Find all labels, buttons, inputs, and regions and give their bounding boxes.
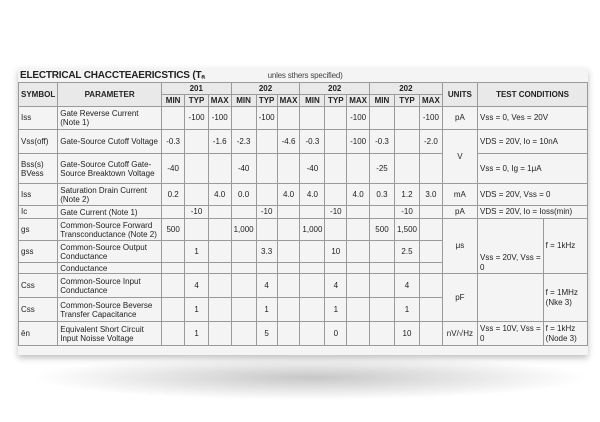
value-cell: -1.6 (208, 130, 231, 154)
value-cell (231, 107, 256, 130)
parameter-cell: Gate-Source Cutoff Voltage (58, 130, 162, 154)
value-cell: 3.3 (256, 241, 277, 263)
symbol-cell: Iss (19, 184, 58, 206)
value-cell (300, 274, 325, 298)
value-cell: -4.6 (277, 130, 300, 154)
symbol-cell: gss (19, 241, 58, 263)
value-cell: 10 (394, 322, 419, 346)
max-header: MAX (347, 95, 370, 107)
value-cell (420, 206, 443, 219)
group-header: 202 (369, 83, 442, 95)
datasheet-page (18, 68, 588, 355)
value-cell (185, 184, 209, 206)
value-cell (300, 298, 325, 322)
value-cell (394, 130, 419, 154)
symbol-cell: ēn (19, 322, 58, 346)
value-cell (277, 107, 300, 130)
value-cell (231, 206, 256, 219)
value-cell (277, 241, 300, 263)
test-condition-cell: Vss = 0, Ig = 1μA (478, 154, 588, 184)
parameter-cell: Saturation Drain Current (Note 2) (58, 184, 162, 206)
value-cell: -40 (300, 154, 325, 184)
symbol-cell: Iss (19, 107, 58, 130)
parameter-cell: Common-Source Output Conductance (58, 241, 162, 263)
value-cell (300, 206, 325, 219)
value-cell: 1,000 (231, 219, 256, 241)
value-cell: 4 (256, 274, 277, 298)
table-row (19, 107, 588, 130)
unit-cell: pA (442, 107, 477, 130)
value-cell (369, 274, 394, 298)
value-cell (231, 263, 256, 274)
symbol-cell: Css (19, 298, 58, 322)
value-cell (208, 154, 231, 184)
value-cell: -0.3 (369, 130, 394, 154)
value-cell (185, 154, 209, 184)
value-cell (277, 274, 300, 298)
value-cell (347, 219, 370, 241)
test-condition-cell: Vss = 0, Ves = 20V (478, 107, 588, 130)
value-cell (347, 298, 370, 322)
value-cell (394, 263, 419, 274)
value-cell (208, 274, 231, 298)
min-header: MIN (231, 95, 256, 107)
max-header: MAX (208, 95, 231, 107)
value-cell: 0.2 (161, 184, 184, 206)
value-cell: 4.0 (300, 184, 325, 206)
value-cell: -25 (369, 154, 394, 184)
value-cell: 1.2 (394, 184, 419, 206)
test-condition-cell: VDS = 20V, Io = 10nA (478, 130, 588, 154)
value-cell: -100 (208, 107, 231, 130)
unit-cell: nV/√Hz (442, 322, 477, 346)
value-cell (161, 241, 184, 263)
value-cell (420, 219, 443, 241)
min-header: MIN (300, 95, 325, 107)
value-cell (420, 322, 443, 346)
parameter-header: PARAMETER (58, 83, 162, 107)
value-cell (347, 322, 370, 346)
value-cell (369, 241, 394, 263)
value-cell: 4.0 (277, 184, 300, 206)
value-cell: -0.3 (300, 130, 325, 154)
group-header: 202 (300, 83, 370, 95)
value-cell: -2.0 (420, 130, 443, 154)
table-title (20, 70, 343, 81)
group-header: 202 (231, 83, 300, 95)
value-cell (277, 322, 300, 346)
value-cell: -2.3 (231, 130, 256, 154)
min-header: MIN (369, 95, 394, 107)
value-cell: -100 (256, 107, 277, 130)
value-cell (369, 107, 394, 130)
parameter-cell: Common-Source Input Conductance (58, 274, 162, 298)
value-cell (231, 322, 256, 346)
test-conditions-header: TEST CONDITIONS (478, 83, 588, 107)
test-condition-cell: Vss = 20V, Vss = 0 (478, 219, 544, 274)
value-cell: -100 (347, 130, 370, 154)
value-cell (231, 241, 256, 263)
value-cell: 3.0 (420, 184, 443, 206)
min-header: MIN (161, 95, 184, 107)
value-cell (161, 263, 184, 274)
parameter-cell: Conductance (58, 263, 162, 274)
title-suffix: (Tₐ (192, 70, 205, 81)
typ-header: TYP (325, 95, 347, 107)
unit-cell: mA (442, 184, 477, 206)
value-cell: 1 (256, 298, 277, 322)
value-cell: 4 (394, 274, 419, 298)
value-cell (208, 322, 231, 346)
table-row (19, 130, 588, 154)
table-row (19, 154, 588, 184)
typ-header: TYP (394, 95, 419, 107)
value-cell (300, 241, 325, 263)
value-cell: 10 (325, 241, 347, 263)
test-condition-cell: VDS = 20V, Vss = 0 (478, 184, 588, 206)
group-header: 201 (161, 83, 231, 95)
test-condition-cell: VDS = 20V, Io = Ioss(min) (478, 206, 588, 219)
table-row (19, 322, 588, 346)
test-condition-freq-cell: f = 1kHz (Node 3) (543, 322, 587, 346)
table-row (19, 184, 588, 206)
value-cell (185, 130, 209, 154)
value-cell (256, 154, 277, 184)
value-cell (208, 241, 231, 263)
parameter-cell: Gate Current (Note 1) (58, 206, 162, 219)
typ-header: TYP (185, 95, 209, 107)
value-cell: 4 (185, 274, 209, 298)
value-cell: -10 (325, 206, 347, 219)
value-cell (277, 298, 300, 322)
test-condition-freq-cell: f = 1kHz (543, 219, 587, 274)
value-cell (300, 322, 325, 346)
unit-cell: pA (442, 206, 477, 219)
symbol-cell: Css (19, 274, 58, 298)
value-cell (185, 219, 209, 241)
unit-cell: pF (442, 274, 477, 322)
value-cell: -10 (185, 206, 209, 219)
value-cell: 0.0 (231, 184, 256, 206)
test-condition-cell (478, 274, 544, 322)
parameter-cell: Common-Source Beverse Transfer Capacitance (58, 298, 162, 322)
symbol-cell: gs (19, 219, 58, 241)
value-cell: 2.5 (394, 241, 419, 263)
value-cell (256, 263, 277, 274)
value-cell (300, 107, 325, 130)
symbol-cell: Ic (19, 206, 58, 219)
value-cell: 1,500 (394, 219, 419, 241)
title-note: unles sthers specified) (267, 71, 343, 80)
value-cell: 1 (185, 298, 209, 322)
value-cell (347, 263, 370, 274)
value-cell (208, 219, 231, 241)
test-condition-freq-cell: f = 1MHz (Nke 3) (543, 274, 587, 322)
value-cell (420, 298, 443, 322)
value-cell (325, 184, 347, 206)
typ-header: TYP (256, 95, 277, 107)
value-cell (394, 154, 419, 184)
value-cell: -100 (185, 107, 209, 130)
parameter-cell: Equivalent Short Circuit Input Noisse Voltage (58, 322, 162, 346)
value-cell (347, 274, 370, 298)
max-header: MAX (277, 95, 300, 107)
value-cell: 500 (161, 219, 184, 241)
value-cell: -10 (394, 206, 419, 219)
value-cell (277, 263, 300, 274)
value-cell (369, 263, 394, 274)
value-cell (325, 219, 347, 241)
unit-cell: μs (442, 219, 477, 274)
value-cell (161, 206, 184, 219)
value-cell (325, 107, 347, 130)
table-row (19, 274, 588, 298)
value-cell (347, 154, 370, 184)
parameter-cell: Gate-Source Cutoff Gate-Source Breaktown Voltage (58, 154, 162, 184)
value-cell (161, 274, 184, 298)
symbol-header: SYMBOL (19, 83, 58, 107)
value-cell (369, 298, 394, 322)
value-cell (161, 298, 184, 322)
table-row (19, 219, 588, 241)
value-cell: 1,000 (300, 219, 325, 241)
value-cell (420, 154, 443, 184)
value-cell (277, 154, 300, 184)
value-cell: 1 (394, 298, 419, 322)
value-cell (277, 206, 300, 219)
value-cell (300, 263, 325, 274)
value-cell (256, 130, 277, 154)
units-header: UNITS (442, 83, 477, 107)
value-cell: 4.0 (347, 184, 370, 206)
value-cell: -100 (347, 107, 370, 130)
value-cell (394, 107, 419, 130)
value-cell: 1 (185, 322, 209, 346)
value-cell (325, 154, 347, 184)
value-cell: 0.3 (369, 184, 394, 206)
value-cell (231, 298, 256, 322)
page-shadow (30, 355, 590, 400)
max-header: MAX (420, 95, 443, 107)
value-cell: -10 (256, 206, 277, 219)
value-cell (277, 219, 300, 241)
value-cell (325, 130, 347, 154)
value-cell: -40 (231, 154, 256, 184)
value-cell (369, 206, 394, 219)
value-cell (347, 206, 370, 219)
parameter-cell: Common-Source Forward Transconductance (Note 2) (58, 219, 162, 241)
value-cell (208, 263, 231, 274)
value-cell (256, 184, 277, 206)
value-cell (161, 322, 184, 346)
unit-cell: V (442, 130, 477, 184)
symbol-cell: Vss(off) (19, 130, 58, 154)
symbol-cell: Bss(s) BVess (19, 154, 58, 184)
value-cell: 4 (325, 274, 347, 298)
value-cell: 5 (256, 322, 277, 346)
value-cell: -100 (420, 107, 443, 130)
value-cell: 1 (185, 241, 209, 263)
value-cell: 0 (325, 322, 347, 346)
value-cell (208, 298, 231, 322)
value-cell: 4.0 (208, 184, 231, 206)
value-cell: -0.3 (161, 130, 184, 154)
value-cell (347, 241, 370, 263)
test-condition-cell: Vss = 10V, Vss = 0 (478, 322, 544, 346)
value-cell (325, 263, 347, 274)
value-cell (420, 241, 443, 263)
value-cell (420, 263, 443, 274)
symbol-cell (19, 263, 58, 274)
value-cell (208, 206, 231, 219)
table-row (19, 206, 588, 219)
value-cell (231, 274, 256, 298)
value-cell (420, 274, 443, 298)
value-cell (256, 219, 277, 241)
value-cell (185, 263, 209, 274)
title-text: ELECTRICAL CHACCTEAERICSTICS (20, 70, 190, 81)
characteristics-table (18, 82, 588, 346)
value-cell (161, 107, 184, 130)
value-cell: 500 (369, 219, 394, 241)
value-cell: -40 (161, 154, 184, 184)
parameter-cell: Gate Reverse Current (Note 1) (58, 107, 162, 130)
value-cell (369, 322, 394, 346)
value-cell: 1 (325, 298, 347, 322)
